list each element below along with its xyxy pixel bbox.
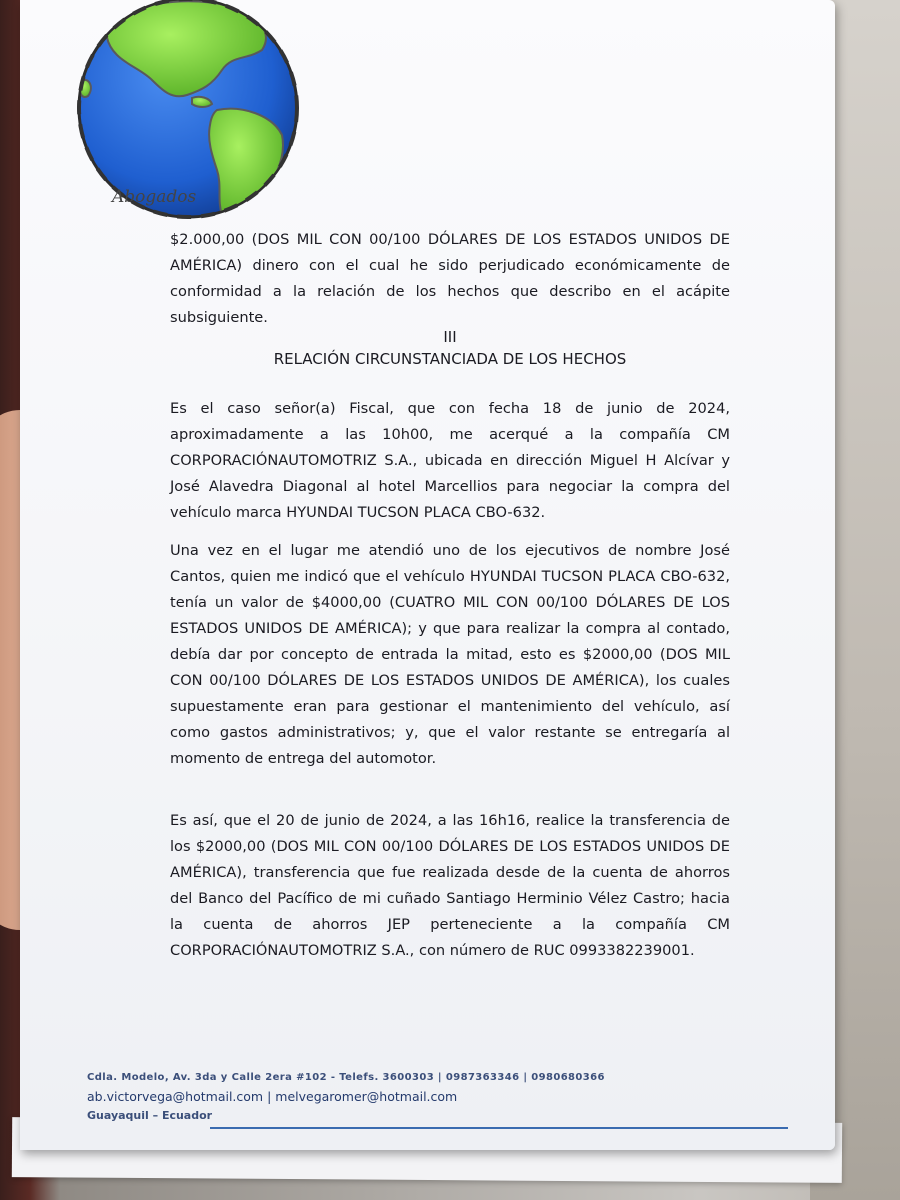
footer-city: Guayaquil – Ecuador (87, 1109, 213, 1122)
footer-emails: ab.victorvega@hotmail.com | melvegaromer@hotmail.com (87, 1089, 458, 1104)
logo-subtitle: Abogados (112, 187, 197, 207)
document-page (20, 0, 835, 1150)
footer-rule (210, 1127, 788, 1129)
paragraph-2: Una vez en el lugar me atendió uno de los ejecutivos de nombre José Cantos, quien me indicó que el vehículo HYUNDAI TUCSON PLACA CBO-632, tenía un valor de $4000,00 (CUATRO MIL CON 00/100 DÓLARES DE LOS ESTADOS UNIDOS DE AMÉRICA); y que para realizar la compra al contado, debía dar por concepto de entrada la mitad, esto es $2000,00 (DOS MIL CON 00/100 DÓLARES DE LOS ESTADOS UNIDOS DE AMÉRICA), los cuales supuestamente eran para gestionar el mantenimiento del vehículo, así como gastos administrativos; y, que el valor restante se entregaría al momento de entrega del automotor. (170, 542, 730, 767)
footer-address: Cdla. Modelo, Av. 3da y Calle 2era #102 - Telefs. 3600303 | 0987363346 | 0980680366 (87, 1072, 605, 1083)
section-title: RELACIÓN CIRCUNSTANCIADA DE LOS HECHOS (273, 350, 627, 368)
intro-paragraph: $2.000,00 (DOS MIL CON 00/100 DÓLARES DE LOS ESTADOS UNIDOS DE AMÉRICA) dinero con el cual he sido perjudicado económicamente de conformidad a la relación de los hechos que describo en el acápite subsiguiente. (170, 231, 730, 326)
section-number: III (443, 328, 457, 346)
paragraph-3: Es así, que el 20 de junio de 2024, a las 16h16, realice la transferencia de los $2000,00 (DOS MIL CON 00/100 DÓLARES DE LOS ESTADOS UNIDOS DE AMÉRICA), transferencia que fue realizada desde de la cuenta de ahorros del Banco del Pacífico de mi cuñado Santiago Herminio Vélez Castro; hacia la cuenta de ahorros JEP perteneciente a la compañía CM CORPORACIÓNAUTOMOTRIZ S.A., con número de RUC 0993382239001. (170, 812, 730, 959)
paragraph-1: Es el caso señor(a) Fiscal, que con fecha 18 de junio de 2024, aproximadamente a las 10h00, me acerqué a la compañía CM CORPORACIÓNAUTOMOTRIZ S.A., ubicada en dirección Miguel H Alcívar y José Alavedra Diagonal al hotel Marcellios para negociar la compra del vehículo marca HYUNDAI TUCSON PLACA CBO-632. (170, 400, 730, 521)
